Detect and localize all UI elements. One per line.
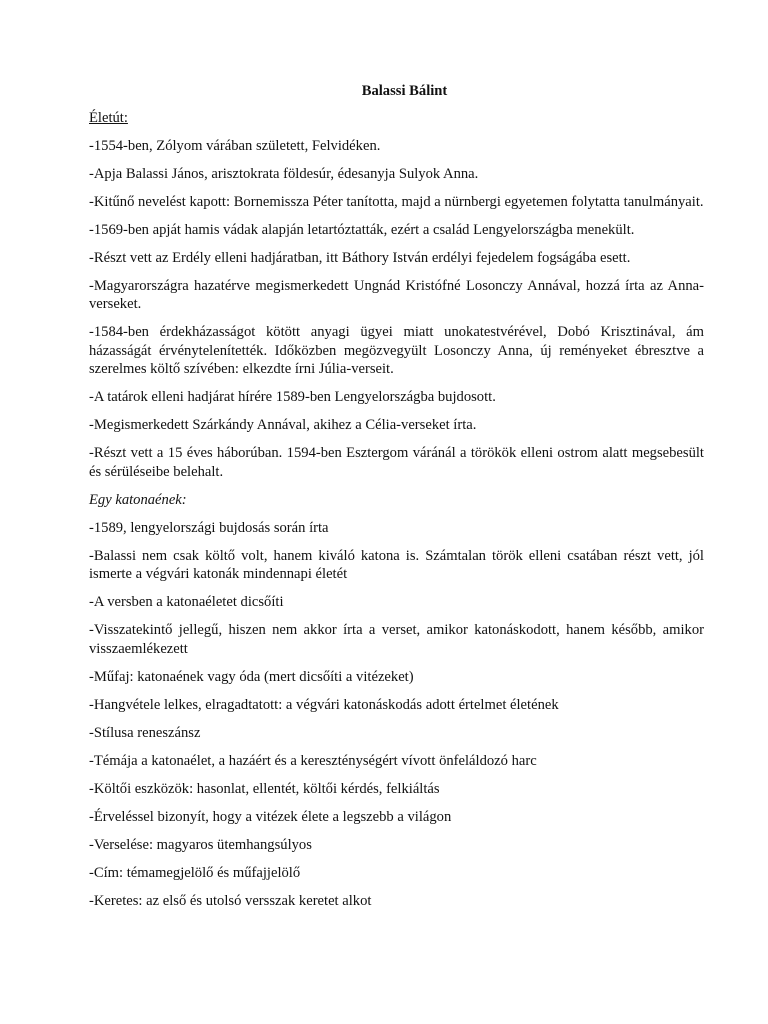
paragraph: -Műfaj: katonaének vagy óda (mert dicsőíti a vitézeket)	[89, 668, 414, 685]
section-heading-eletut: Életút:	[89, 109, 128, 126]
section-eletut	[89, 109, 704, 482]
section-heading-egy-katonaenek: Egy katonaének:	[89, 491, 187, 508]
paragraph: -Témája a katonaélet, a hazáért és a kereszténységért vívott önfeláldozó harc	[89, 752, 537, 769]
paragraph: -Apja Balassi János, arisztokrata földesúr, édesanyja Sulyok Anna.	[89, 165, 479, 182]
paragraph: -Érveléssel bizonyít, hogy a vitézek élete a legszebb a világon	[89, 808, 452, 825]
document-title: Balassi Bálint	[361, 83, 448, 99]
paragraph: -1589, lengyelországi bujdosás során írta	[89, 519, 329, 536]
section-egy-katonaenek	[89, 491, 704, 911]
paragraph: -1569-ben apját hamis vádak alapján letartóztatták, ezért a család Lengyelországba menekült.	[89, 221, 635, 238]
paragraph: -A tatárok elleni hadjárat hírére 1589-ben Lengyelországba bujdosott.	[89, 389, 496, 405]
paragraph: -Megismerkedett Szárkándy Annával, akihez a Célia-verseket írta.	[89, 417, 477, 433]
paragraph: -Visszatekintő jellegű, hiszen nem akkor írta a verset, amikor katonáskodott, hanem később, amikor visszaemlékezett	[89, 622, 704, 657]
paragraph: -Balassi nem csak költő volt, hanem kiváló katona is. Számtalan török elleni csatában részt vett, jól ismerte a végvári katonák mindennapi életét	[89, 547, 704, 582]
paragraph: -Magyarországra hazatérve megismerkedett Ungnád Kristófné Losonczy Annával, hozzá írta az Anna-verseket.	[89, 277, 704, 312]
paragraph: -Keretes: az első és utolsó versszak keretet alkot	[89, 892, 372, 909]
paragraph: -Részt vett az Erdély elleni hadjáratban, itt Báthory István erdélyi fejedelem fogságába esett.	[89, 249, 631, 266]
paragraph: -A versben a katonaéletet dicsőíti	[89, 594, 284, 610]
paragraph: -Részt vett a 15 éves háborúban. 1594-ben Esztergom váránál a törökök elleni ostrom alatt megsebesült és sérüléseibe belehalt.	[89, 445, 704, 480]
paragraph: -1584-ben érdekházasságot kötött anyagi ügyei miatt unokatestvérével, Dobó Krisztinával, ám házasságát érvénytelenítették. Időközben megözvegyült Losonczy Anna, új reményeket ébresztve a szerelmes költő szívében: elkezdte írni Júlia-verseit.	[89, 324, 704, 377]
document-page	[89, 82, 704, 920]
paragraph: -Hangvétele lelkes, elragadtatott: a végvári katonáskodás adott értelmet életének	[89, 696, 559, 713]
paragraph: -Cím: témamegjelölő és műfajjelölő	[89, 864, 301, 881]
paragraph: -Költői eszközök: hasonlat, ellentét, költői kérdés, felkiáltás	[89, 780, 440, 797]
paragraph: -Stílusa reneszánsz	[89, 724, 201, 741]
paragraph: -Verselése: magyaros ütemhangsúlyos	[89, 836, 312, 853]
paragraph: -Kitűnő nevelést kapott: Bornemissza Péter tanította, majd a nürnbergi egyetemen folytatta tanulmányait.	[89, 193, 704, 210]
paragraph: -1554-ben, Zólyom várában született, Felvidéken.	[89, 137, 381, 154]
